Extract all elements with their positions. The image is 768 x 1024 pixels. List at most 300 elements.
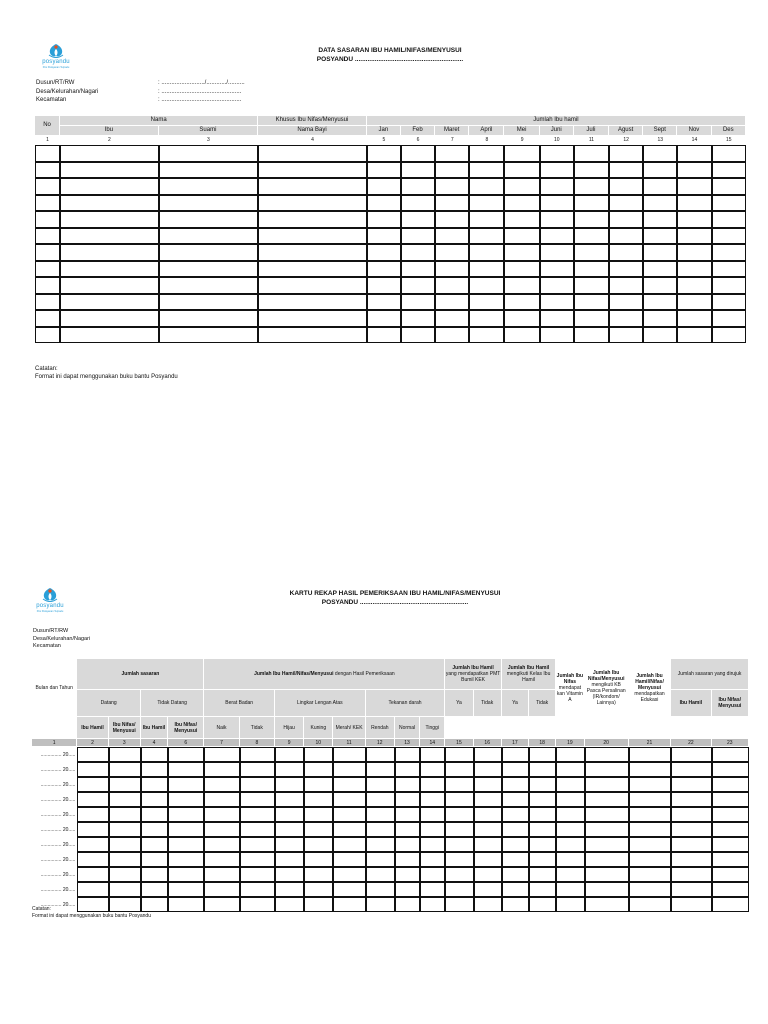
entry-cell[interactable] (469, 310, 504, 327)
entry-cell[interactable] (366, 777, 395, 792)
entry-cell[interactable] (643, 244, 677, 261)
entry-cell[interactable] (609, 277, 643, 294)
entry-cell[interactable] (159, 244, 259, 261)
entry-cell[interactable] (712, 211, 746, 228)
entry-cell[interactable] (474, 822, 502, 837)
entry-cell[interactable] (540, 310, 574, 327)
entry-cell[interactable] (141, 822, 168, 837)
entry-cell[interactable] (540, 277, 574, 294)
entry-cell[interactable] (712, 882, 749, 897)
entry-cell[interactable] (60, 294, 159, 311)
entry-cell[interactable] (240, 792, 275, 807)
entry-cell[interactable] (304, 867, 333, 882)
entry-cell[interactable] (609, 294, 643, 311)
entry-cell[interactable] (420, 792, 445, 807)
entry-cell[interactable] (367, 261, 401, 278)
entry-cell[interactable] (435, 211, 469, 228)
entry-cell[interactable] (712, 867, 749, 882)
entry-cell[interactable] (258, 162, 367, 179)
entry-cell[interactable] (159, 310, 259, 327)
entry-cell[interactable] (574, 277, 609, 294)
entry-cell[interactable] (435, 178, 469, 195)
entry-cell[interactable] (35, 195, 60, 212)
entry-cell[interactable] (502, 852, 529, 867)
entry-cell[interactable] (333, 852, 365, 867)
entry-cell[interactable] (77, 777, 108, 792)
entry-cell[interactable] (529, 762, 556, 777)
entry-cell[interactable] (677, 310, 711, 327)
entry-cell[interactable] (304, 897, 333, 912)
entry-cell[interactable] (474, 882, 502, 897)
entry-cell[interactable] (401, 310, 435, 327)
entry-cell[interactable] (671, 822, 711, 837)
entry-cell[interactable] (367, 244, 401, 261)
entry-cell[interactable] (168, 807, 204, 822)
entry-cell[interactable] (643, 211, 677, 228)
entry-cell[interactable] (333, 837, 365, 852)
entry-cell[interactable] (556, 792, 584, 807)
entry-cell[interactable] (629, 867, 671, 882)
entry-cell[interactable] (258, 310, 367, 327)
entry-cell[interactable] (677, 261, 711, 278)
entry-cell[interactable] (109, 867, 141, 882)
entry-cell[interactable] (712, 162, 746, 179)
entry-cell[interactable] (420, 897, 445, 912)
entry-cell[interactable] (367, 228, 401, 245)
entry-cell[interactable] (712, 792, 749, 807)
entry-cell[interactable] (35, 294, 60, 311)
entry-cell[interactable] (204, 822, 239, 837)
entry-cell[interactable] (333, 897, 365, 912)
entry-cell[interactable] (677, 195, 711, 212)
entry-cell[interactable] (712, 747, 749, 762)
entry-cell[interactable] (35, 327, 60, 344)
entry-cell[interactable] (585, 852, 629, 867)
entry-cell[interactable] (159, 228, 259, 245)
entry-cell[interactable] (366, 897, 395, 912)
entry-cell[interactable] (258, 327, 367, 344)
entry-cell[interactable] (435, 310, 469, 327)
entry-cell[interactable] (275, 822, 304, 837)
entry-cell[interactable] (629, 882, 671, 897)
entry-cell[interactable] (77, 747, 108, 762)
entry-cell[interactable] (159, 178, 259, 195)
entry-cell[interactable] (304, 777, 333, 792)
entry-cell[interactable] (77, 852, 108, 867)
entry-cell[interactable] (469, 261, 504, 278)
entry-cell[interactable] (35, 277, 60, 294)
entry-cell[interactable] (585, 867, 629, 882)
entry-cell[interactable] (159, 195, 259, 212)
entry-cell[interactable] (401, 195, 435, 212)
entry-cell[interactable] (712, 897, 749, 912)
entry-cell[interactable] (35, 310, 60, 327)
entry-cell[interactable] (529, 747, 556, 762)
entry-cell[interactable] (712, 762, 749, 777)
entry-cell[interactable] (159, 145, 259, 162)
entry-cell[interactable] (168, 852, 204, 867)
entry-cell[interactable] (474, 747, 502, 762)
entry-cell[interactable] (502, 882, 529, 897)
entry-cell[interactable] (204, 837, 239, 852)
entry-cell[interactable] (712, 807, 749, 822)
entry-cell[interactable] (556, 852, 584, 867)
entry-cell[interactable] (643, 228, 677, 245)
entry-cell[interactable] (35, 211, 60, 228)
entry-cell[interactable] (474, 852, 502, 867)
entry-cell[interactable] (712, 145, 746, 162)
entry-cell[interactable] (609, 195, 643, 212)
entry-cell[interactable] (35, 244, 60, 261)
entry-cell[interactable] (141, 777, 168, 792)
entry-cell[interactable] (435, 162, 469, 179)
entry-cell[interactable] (258, 277, 367, 294)
entry-cell[interactable] (677, 178, 711, 195)
entry-cell[interactable] (240, 822, 275, 837)
entry-cell[interactable] (629, 897, 671, 912)
entry-cell[interactable] (109, 837, 141, 852)
entry-cell[interactable] (556, 897, 584, 912)
entry-cell[interactable] (304, 762, 333, 777)
entry-cell[interactable] (585, 762, 629, 777)
entry-cell[interactable] (504, 162, 539, 179)
entry-cell[interactable] (366, 792, 395, 807)
entry-cell[interactable] (168, 792, 204, 807)
entry-cell[interactable] (240, 762, 275, 777)
entry-cell[interactable] (712, 195, 746, 212)
entry-cell[interactable] (60, 178, 159, 195)
entry-cell[interactable] (204, 777, 239, 792)
entry-cell[interactable] (367, 310, 401, 327)
entry-cell[interactable] (435, 228, 469, 245)
entry-cell[interactable] (109, 807, 141, 822)
entry-cell[interactable] (445, 897, 473, 912)
entry-cell[interactable] (420, 777, 445, 792)
entry-cell[interactable] (445, 792, 473, 807)
entry-cell[interactable] (109, 882, 141, 897)
entry-cell[interactable] (420, 747, 445, 762)
entry-cell[interactable] (574, 195, 609, 212)
entry-cell[interactable] (556, 837, 584, 852)
entry-cell[interactable] (420, 762, 445, 777)
entry-cell[interactable] (504, 145, 539, 162)
entry-cell[interactable] (629, 852, 671, 867)
entry-cell[interactable] (643, 277, 677, 294)
entry-cell[interactable] (168, 867, 204, 882)
entry-cell[interactable] (502, 747, 529, 762)
entry-cell[interactable] (712, 837, 749, 852)
entry-cell[interactable] (395, 747, 420, 762)
entry-cell[interactable] (367, 294, 401, 311)
entry-cell[interactable] (671, 807, 711, 822)
entry-cell[interactable] (609, 145, 643, 162)
entry-cell[interactable] (502, 777, 529, 792)
entry-cell[interactable] (401, 327, 435, 344)
entry-cell[interactable] (367, 162, 401, 179)
entry-cell[interactable] (504, 211, 539, 228)
entry-cell[interactable] (395, 792, 420, 807)
entry-cell[interactable] (204, 882, 239, 897)
entry-cell[interactable] (275, 792, 304, 807)
entry-cell[interactable] (629, 807, 671, 822)
entry-cell[interactable] (712, 277, 746, 294)
entry-cell[interactable] (502, 792, 529, 807)
entry-cell[interactable] (304, 747, 333, 762)
entry-cell[interactable] (333, 807, 365, 822)
entry-cell[interactable] (445, 747, 473, 762)
entry-cell[interactable] (540, 327, 574, 344)
entry-cell[interactable] (474, 867, 502, 882)
entry-cell[interactable] (504, 244, 539, 261)
entry-cell[interactable] (77, 822, 108, 837)
entry-cell[interactable] (435, 277, 469, 294)
entry-cell[interactable] (275, 762, 304, 777)
entry-cell[interactable] (609, 178, 643, 195)
entry-cell[interactable] (366, 822, 395, 837)
entry-cell[interactable] (529, 792, 556, 807)
entry-cell[interactable] (609, 162, 643, 179)
entry-cell[interactable] (109, 852, 141, 867)
entry-cell[interactable] (504, 327, 539, 344)
entry-cell[interactable] (556, 807, 584, 822)
entry-cell[interactable] (529, 882, 556, 897)
entry-cell[interactable] (504, 277, 539, 294)
entry-cell[interactable] (275, 807, 304, 822)
entry-cell[interactable] (304, 807, 333, 822)
entry-cell[interactable] (712, 822, 749, 837)
entry-cell[interactable] (435, 145, 469, 162)
entry-cell[interactable] (60, 228, 159, 245)
entry-cell[interactable] (629, 762, 671, 777)
entry-cell[interactable] (240, 777, 275, 792)
entry-cell[interactable] (540, 178, 574, 195)
entry-cell[interactable] (258, 211, 367, 228)
entry-cell[interactable] (401, 145, 435, 162)
entry-cell[interactable] (629, 747, 671, 762)
entry-cell[interactable] (574, 211, 609, 228)
entry-cell[interactable] (35, 228, 60, 245)
entry-cell[interactable] (168, 897, 204, 912)
entry-cell[interactable] (671, 792, 711, 807)
entry-cell[interactable] (401, 162, 435, 179)
entry-cell[interactable] (671, 897, 711, 912)
entry-cell[interactable] (629, 777, 671, 792)
entry-cell[interactable] (275, 777, 304, 792)
entry-cell[interactable] (540, 162, 574, 179)
entry-cell[interactable] (204, 747, 239, 762)
entry-cell[interactable] (677, 211, 711, 228)
entry-cell[interactable] (304, 852, 333, 867)
entry-cell[interactable] (60, 211, 159, 228)
entry-cell[interactable] (502, 807, 529, 822)
entry-cell[interactable] (540, 211, 574, 228)
entry-cell[interactable] (556, 822, 584, 837)
entry-cell[interactable] (395, 777, 420, 792)
entry-cell[interactable] (366, 867, 395, 882)
entry-cell[interactable] (395, 882, 420, 897)
entry-cell[interactable] (60, 162, 159, 179)
entry-cell[interactable] (60, 277, 159, 294)
entry-cell[interactable] (643, 327, 677, 344)
entry-cell[interactable] (445, 882, 473, 897)
entry-cell[interactable] (643, 145, 677, 162)
entry-cell[interactable] (671, 852, 711, 867)
entry-cell[interactable] (35, 178, 60, 195)
entry-cell[interactable] (258, 195, 367, 212)
entry-cell[interactable] (168, 822, 204, 837)
entry-cell[interactable] (35, 261, 60, 278)
entry-cell[interactable] (304, 792, 333, 807)
entry-cell[interactable] (60, 195, 159, 212)
entry-cell[interactable] (712, 228, 746, 245)
entry-cell[interactable] (367, 195, 401, 212)
entry-cell[interactable] (671, 762, 711, 777)
entry-cell[interactable] (585, 822, 629, 837)
entry-cell[interactable] (677, 277, 711, 294)
entry-cell[interactable] (366, 807, 395, 822)
entry-cell[interactable] (585, 882, 629, 897)
entry-cell[interactable] (395, 822, 420, 837)
entry-cell[interactable] (643, 294, 677, 311)
entry-cell[interactable] (540, 195, 574, 212)
entry-cell[interactable] (366, 882, 395, 897)
entry-cell[interactable] (395, 762, 420, 777)
entry-cell[interactable] (574, 244, 609, 261)
entry-cell[interactable] (529, 777, 556, 792)
entry-cell[interactable] (141, 837, 168, 852)
entry-cell[interactable] (401, 178, 435, 195)
entry-cell[interactable] (77, 807, 108, 822)
entry-cell[interactable] (556, 867, 584, 882)
entry-cell[interactable] (367, 145, 401, 162)
entry-cell[interactable] (609, 211, 643, 228)
entry-cell[interactable] (712, 310, 746, 327)
entry-cell[interactable] (275, 837, 304, 852)
entry-cell[interactable] (629, 822, 671, 837)
entry-cell[interactable] (574, 228, 609, 245)
entry-cell[interactable] (445, 867, 473, 882)
entry-cell[interactable] (420, 837, 445, 852)
entry-cell[interactable] (469, 327, 504, 344)
entry-cell[interactable] (333, 747, 365, 762)
entry-cell[interactable] (109, 762, 141, 777)
entry-cell[interactable] (420, 822, 445, 837)
entry-cell[interactable] (77, 867, 108, 882)
entry-cell[interactable] (420, 807, 445, 822)
entry-cell[interactable] (304, 837, 333, 852)
entry-cell[interactable] (159, 211, 259, 228)
entry-cell[interactable] (643, 261, 677, 278)
entry-cell[interactable] (469, 145, 504, 162)
entry-cell[interactable] (585, 777, 629, 792)
entry-cell[interactable] (35, 145, 60, 162)
entry-cell[interactable] (258, 294, 367, 311)
entry-cell[interactable] (609, 228, 643, 245)
entry-cell[interactable] (474, 807, 502, 822)
entry-cell[interactable] (420, 882, 445, 897)
entry-cell[interactable] (529, 807, 556, 822)
entry-cell[interactable] (574, 310, 609, 327)
entry-cell[interactable] (445, 837, 473, 852)
entry-cell[interactable] (275, 747, 304, 762)
entry-cell[interactable] (141, 762, 168, 777)
entry-cell[interactable] (474, 777, 502, 792)
entry-cell[interactable] (60, 244, 159, 261)
entry-cell[interactable] (469, 162, 504, 179)
entry-cell[interactable] (671, 867, 711, 882)
entry-cell[interactable] (574, 145, 609, 162)
entry-cell[interactable] (556, 747, 584, 762)
entry-cell[interactable] (395, 852, 420, 867)
entry-cell[interactable] (204, 852, 239, 867)
entry-cell[interactable] (109, 822, 141, 837)
entry-cell[interactable] (275, 897, 304, 912)
entry-cell[interactable] (240, 807, 275, 822)
entry-cell[interactable] (435, 294, 469, 311)
entry-cell[interactable] (60, 327, 159, 344)
entry-cell[interactable] (609, 261, 643, 278)
entry-cell[interactable] (275, 882, 304, 897)
entry-cell[interactable] (275, 852, 304, 867)
entry-cell[interactable] (77, 837, 108, 852)
entry-cell[interactable] (502, 867, 529, 882)
entry-cell[interactable] (469, 294, 504, 311)
entry-cell[interactable] (141, 792, 168, 807)
entry-cell[interactable] (60, 145, 159, 162)
entry-cell[interactable] (35, 162, 60, 179)
entry-cell[interactable] (540, 228, 574, 245)
entry-cell[interactable] (366, 837, 395, 852)
entry-cell[interactable] (141, 867, 168, 882)
entry-cell[interactable] (540, 294, 574, 311)
entry-cell[interactable] (712, 244, 746, 261)
entry-cell[interactable] (529, 897, 556, 912)
entry-cell[interactable] (574, 261, 609, 278)
entry-cell[interactable] (109, 777, 141, 792)
entry-cell[interactable] (240, 852, 275, 867)
entry-cell[interactable] (141, 807, 168, 822)
entry-cell[interactable] (366, 762, 395, 777)
entry-cell[interactable] (445, 852, 473, 867)
entry-cell[interactable] (401, 261, 435, 278)
entry-cell[interactable] (574, 294, 609, 311)
entry-cell[interactable] (401, 211, 435, 228)
entry-cell[interactable] (77, 882, 108, 897)
entry-cell[interactable] (671, 882, 711, 897)
entry-cell[interactable] (712, 178, 746, 195)
entry-cell[interactable] (504, 310, 539, 327)
entry-cell[interactable] (240, 837, 275, 852)
entry-cell[interactable] (556, 762, 584, 777)
entry-cell[interactable] (240, 747, 275, 762)
entry-cell[interactable] (159, 277, 259, 294)
entry-cell[interactable] (677, 294, 711, 311)
entry-cell[interactable] (401, 228, 435, 245)
entry-cell[interactable] (240, 882, 275, 897)
entry-cell[interactable] (677, 228, 711, 245)
entry-cell[interactable] (609, 310, 643, 327)
entry-cell[interactable] (435, 327, 469, 344)
entry-cell[interactable] (159, 261, 259, 278)
entry-cell[interactable] (502, 822, 529, 837)
entry-cell[interactable] (677, 162, 711, 179)
entry-cell[interactable] (333, 822, 365, 837)
entry-cell[interactable] (401, 244, 435, 261)
entry-cell[interactable] (141, 882, 168, 897)
entry-cell[interactable] (529, 867, 556, 882)
entry-cell[interactable] (168, 762, 204, 777)
entry-cell[interactable] (240, 867, 275, 882)
